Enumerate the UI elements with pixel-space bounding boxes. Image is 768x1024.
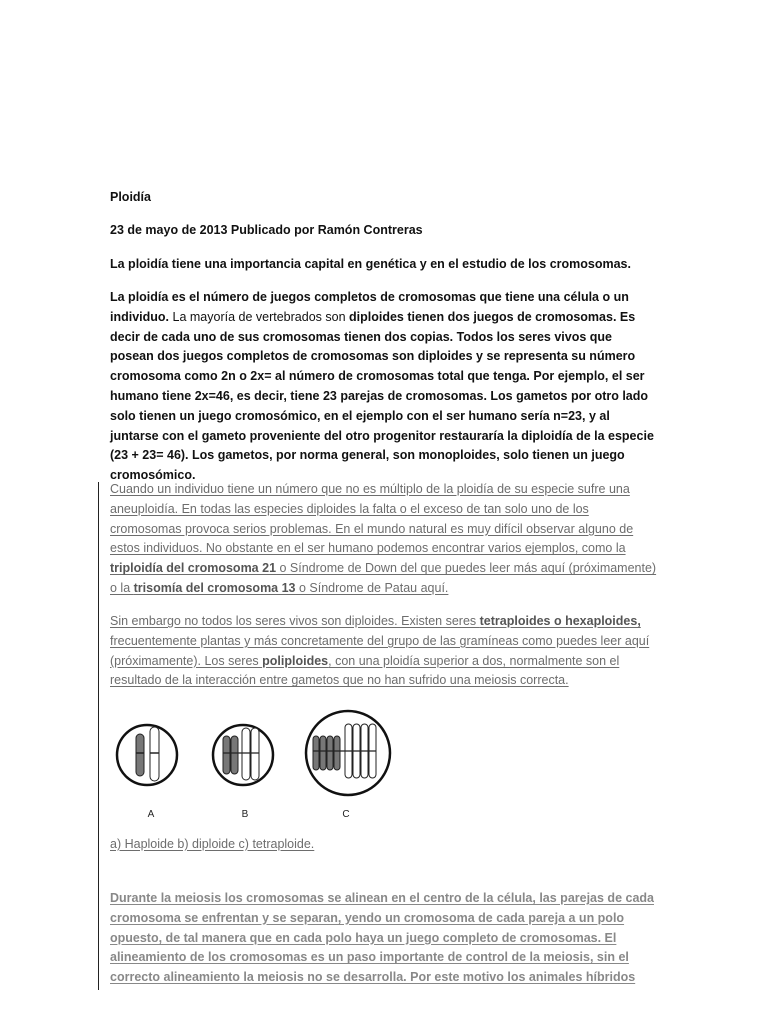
figure-caption[interactable]: a) Haploide b) diploide c) tetraploide. xyxy=(110,837,315,851)
para3-a: Sin embargo no todos los seres vivos son diploides. Existen seres xyxy=(110,614,480,628)
paragraph-polyploidy[interactable] xyxy=(110,612,658,691)
figure-label-c: C xyxy=(342,809,350,820)
margin-change-bar xyxy=(98,482,99,990)
para2-b: triploidía del cromosoma 21 xyxy=(110,561,277,576)
cell-a-illustration xyxy=(117,725,177,785)
figure-label-b: B xyxy=(241,809,249,820)
para1-s5: 2n o 2x= al número de cromosomas total que tenga. xyxy=(221,369,530,384)
article-byline: 23 de mayo de 2013 Publicado por Ramón Contreras xyxy=(110,223,423,237)
para2-e: o Síndrome de Patau aquí. xyxy=(295,580,449,595)
para2-c: o Síndrome de Down del que puedes leer más aquí (próximamente) o la xyxy=(110,561,657,595)
para1-s1: La ploidía es el número de juegos completos de cromosomas que tiene una célula o un individuo. xyxy=(110,290,629,324)
paragraph-ploidy-definition xyxy=(110,288,658,486)
para1-s4: Es decir de cada uno de sus cromosomas tienen dos copias. Todos los seres vivos que posean dos juegos completos de cromosomas son diploides y se representa su número cromosoma como xyxy=(110,309,636,384)
para1-s3: diploides tienen dos juegos de cromosomas. xyxy=(349,309,617,324)
para1-s2: La mayoría de vertebrados son xyxy=(169,309,349,324)
cell-b-illustration xyxy=(213,725,273,785)
para3-e: , con una ploidía superior a dos, normalmente son el resultado de la interacción entre gametos que no han sufrido una meiosis correcta. xyxy=(110,653,620,688)
para2-d: trisomía del cromosoma 13 xyxy=(133,580,296,595)
ploidy-figure xyxy=(110,707,400,835)
paragraph-aneuploidy[interactable] xyxy=(110,480,658,599)
figure-label-a: A xyxy=(147,809,155,820)
para2-a: Cuando un individuo tiene un número que no es múltiplo de la ploidía de su especie sufre una aneuploidía. En todas las especies diploides la falta o el exceso de tan solo uno de los cromosomas provoca serios problemas. En el mundo natural es muy difícil observar alguno de estos individuos. No obstante en el ser humano podemos encontrar varios ejemplos, como la xyxy=(110,482,634,556)
para1-s6: Por ejemplo, el ser humano tiene 2x=46, es decir, tiene 23 parejas de cromosomas. Los gametos por otro lado solo tienen un juego cromosómico, en el ejemplo con el ser humano sería n=23, y al juntarse con el gameto proveniente del otro progenitor restauraría la diploidía de la especie (23 + 23= 46). Los gametos, por norma general, son xyxy=(110,369,654,463)
para3-d: poliploides xyxy=(262,653,329,668)
para3-c: frecuentemente plantas y más concretamente del grupo de las gramíneas como puedes leer aquí (próximamente). Los seres xyxy=(110,633,650,668)
cell-c-illustration xyxy=(306,711,390,795)
article-title: Ploidía xyxy=(110,190,151,204)
para3-b: tetraploides o hexaploides, xyxy=(479,614,641,628)
para1-s8: , solo tienen un juego cromosómico. xyxy=(110,448,625,483)
article-lead: La ploidía tiene una importancia capital en genética y en el estudio de los cromosomas. xyxy=(110,257,631,271)
para1-s7: monoploides xyxy=(418,448,497,463)
paragraph-meiosis[interactable]: Durante la meiosis los cromosomas se alinean en el centro de la célula, las parejas de cada cromosoma se enfrentan y se separan, yendo un cromosoma de cada pareja a un polo opuesto, de tal manera que en cada polo haya un juego completo de cromosomas. El alineamiento de los cromosomas es un paso importante de control de la meiosis, sin el correcto alineamiento la meiosis no se desarrolla. Por este motivo los animales híbridos xyxy=(110,891,654,985)
